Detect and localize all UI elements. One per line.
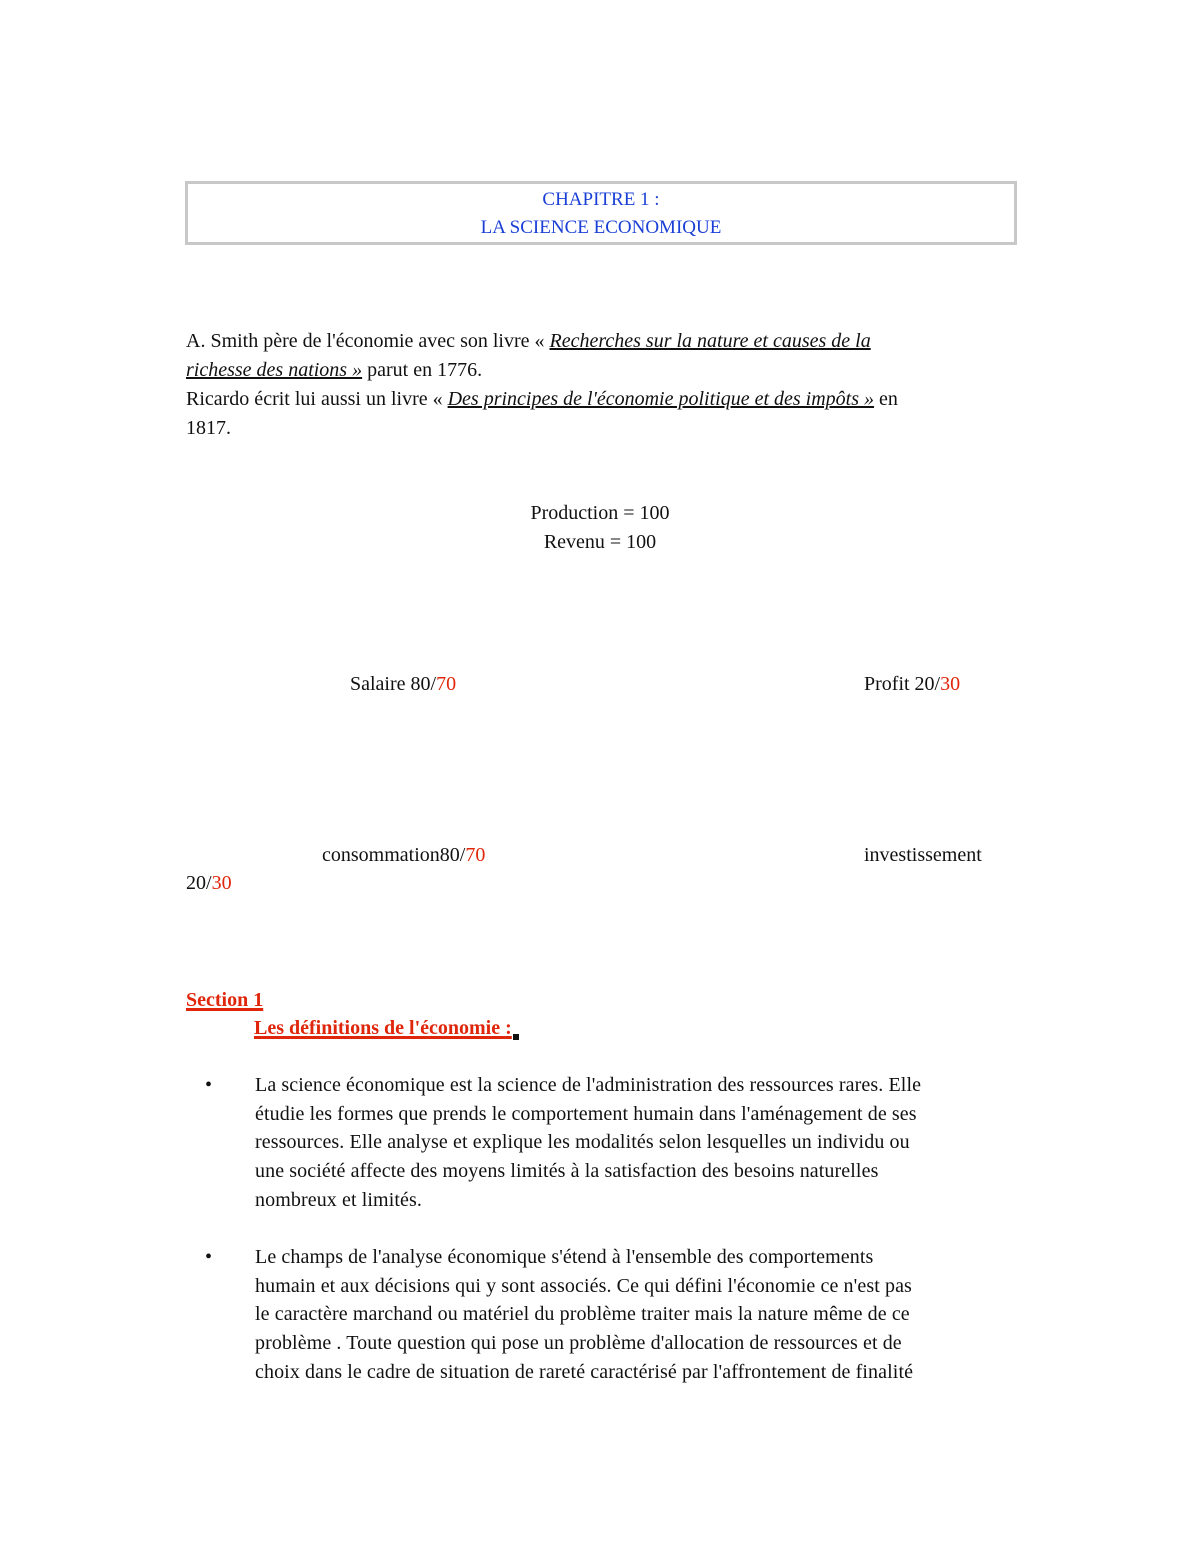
- bullet-icon: •: [205, 1246, 213, 1268]
- consommation-alt-value: 70: [465, 844, 486, 866]
- ricardo-text-b: en: [874, 388, 898, 410]
- bullet-2-line: choix dans le cadre de situation de rareté caractérisé par l'affrontement de finalité: [255, 1360, 914, 1383]
- chapter-title-box: [185, 181, 1017, 245]
- section-title: Section 1: [186, 989, 264, 1011]
- salaire-alt-value: 70: [436, 673, 457, 695]
- bullet-2-line: problème . Toute question qui pose un problème d'allocation de ressources et de: [255, 1332, 902, 1355]
- consommation-item: [322, 841, 485, 870]
- smith-text-a: A. Smith père de l'économie avec son livre «: [186, 330, 550, 352]
- smith-book-title-1: Recherches sur la nature et causes de la: [549, 330, 871, 352]
- smith-text-b: parut en 1776.: [362, 359, 483, 381]
- section-subtitle: [254, 1014, 519, 1043]
- smith-book-title-2: richesse des nations »: [186, 359, 363, 381]
- ricardo-book-title: Des principes de l'économie politique et des impôts »: [447, 388, 875, 410]
- bullet-1-line: étudie les formes que prends le comportement humain dans l'aménagement de ses: [255, 1102, 917, 1125]
- chapter-title-line2: LA SCIENCE ECONOMIQUE: [480, 217, 722, 238]
- profit-label: Profit 20/: [864, 673, 941, 695]
- bullet-1-line: une société affecte des moyens limités à la satisfaction des besoins naturelles: [255, 1160, 879, 1183]
- investissement-value: 20/: [186, 872, 212, 894]
- bullet-1-line: ressources. Elle analyse et explique les modalités selon lesquelles un individu ou: [255, 1131, 910, 1154]
- section-subtitle-text: Les définitions de l'économie: [254, 1017, 506, 1039]
- production-line: Production = 100: [530, 502, 670, 524]
- profit-item: [864, 670, 960, 699]
- bullet-1-line: nombreux et limités.: [255, 1188, 422, 1211]
- bullet-2-line: Le champs de l'analyse économique s'étend à l'ensemble des comportements: [255, 1246, 874, 1268]
- bullet-2-line: humain et aux décisions qui y sont associés. Ce qui défini l'économie ce n'est pas: [255, 1274, 912, 1297]
- salaire-label: Salaire 80/: [350, 673, 437, 695]
- chapter-title-line1: CHAPITRE 1 :: [542, 189, 660, 210]
- salaire-item: [350, 670, 456, 699]
- bullet-1-text: [255, 1071, 1025, 1215]
- bullet-2-text: [255, 1243, 1025, 1387]
- revenu-line: Revenu = 100: [543, 531, 657, 553]
- ricardo-text-a: Ricardo écrit lui aussi un livre «: [186, 388, 448, 410]
- ricardo-text-c: 1817.: [186, 417, 231, 439]
- section-subtitle-colon: :: [505, 1017, 512, 1039]
- consommation-label: consommation80/: [322, 844, 466, 866]
- investissement-value-item: [186, 869, 232, 898]
- bullet-icon: •: [205, 1074, 213, 1096]
- intro-paragraph-ricardo: [186, 385, 1016, 443]
- profit-alt-value: 30: [940, 673, 961, 695]
- investissement-alt-value: 30: [211, 872, 232, 894]
- bullet-1-line: La science économique est la science de l'administration des ressources rares. Elle: [255, 1074, 922, 1096]
- investissement-label: investissement: [864, 844, 982, 866]
- bullet-2-line: le caractère marchand ou matériel du problème traiter mais la nature même de ce: [255, 1303, 910, 1326]
- black-mark: [513, 1034, 519, 1040]
- intro-paragraph-smith: [186, 327, 1016, 385]
